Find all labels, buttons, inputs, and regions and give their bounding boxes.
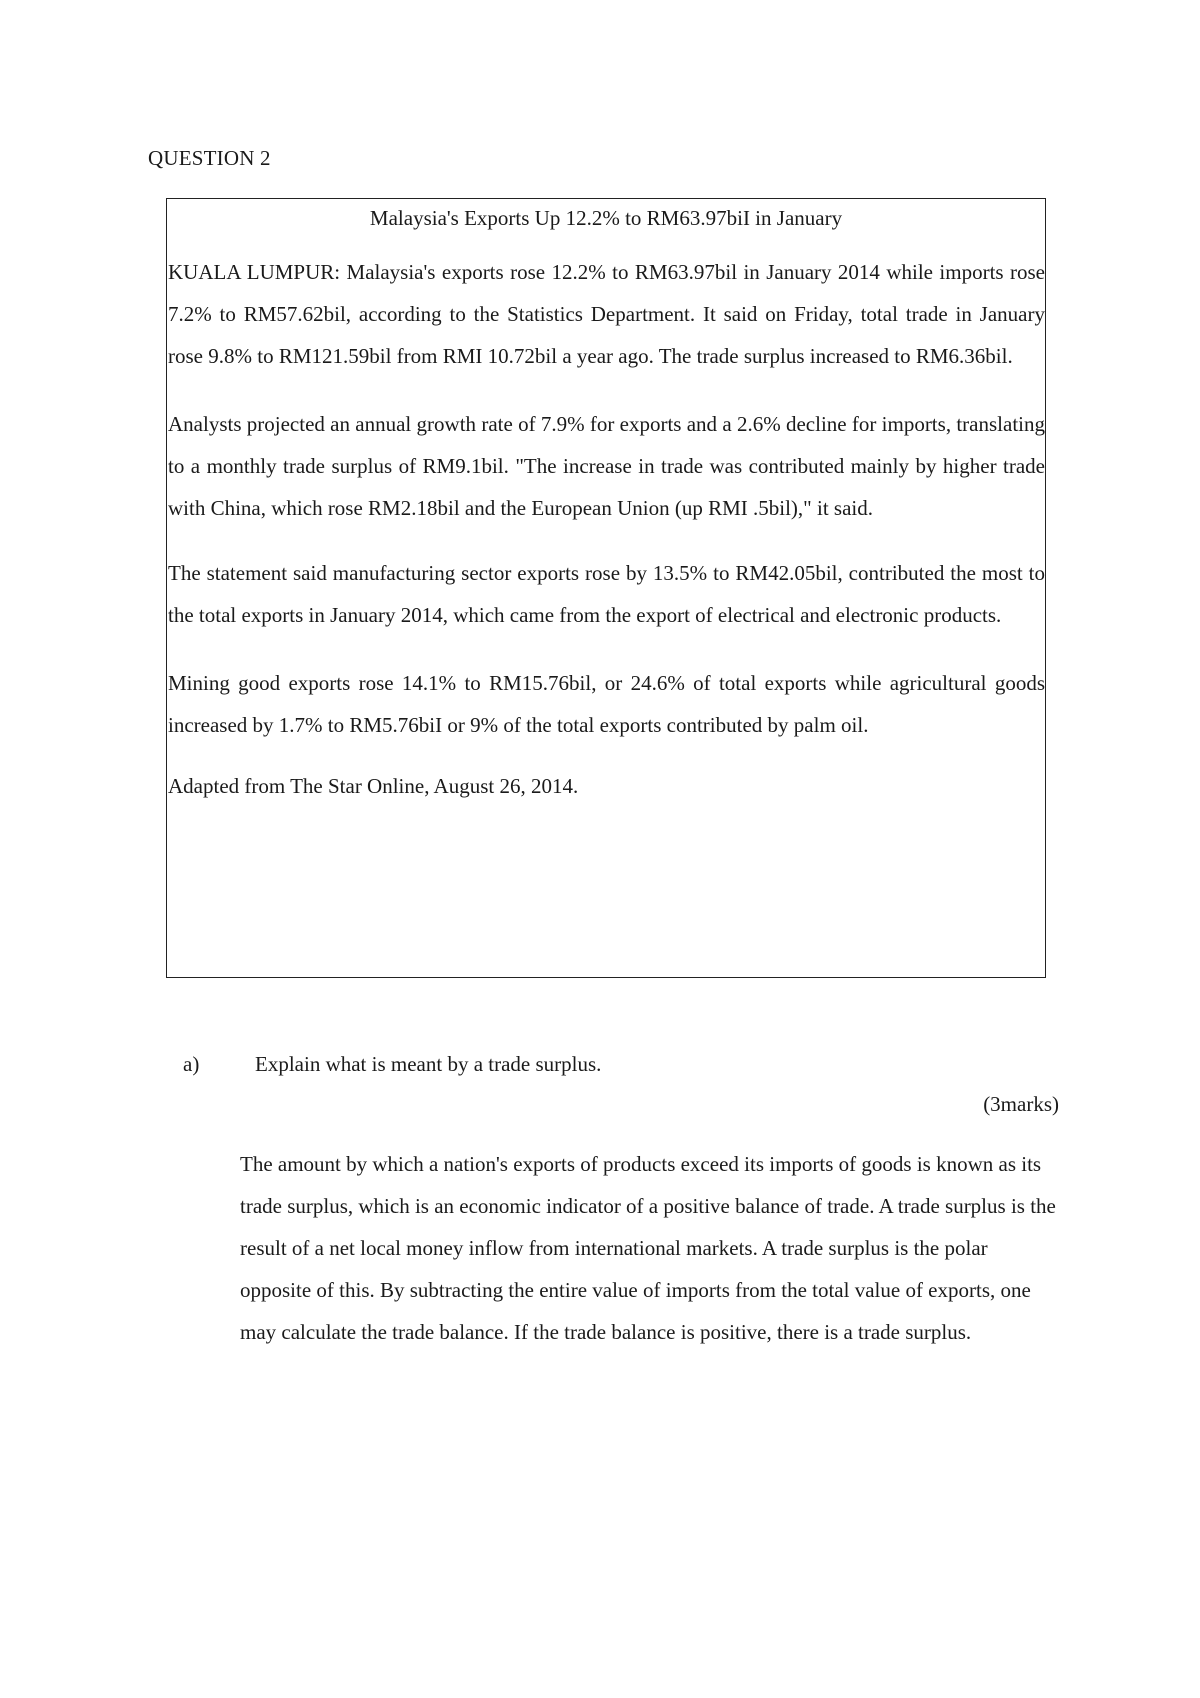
article-title: Malaysia's Exports Up 12.2% to RM63.97biI in January bbox=[369, 206, 843, 230]
article-paragraph: The statement said manufacturing sector exports rose by 13.5% to RM42.05bil, contributed the most to the total exports in January 2014, which came from the export of electrical and electronic products. bbox=[168, 561, 1045, 627]
part-a-answer: The amount by which a nation's exports of products exceed its imports of goods is known as its trade surplus, which is an economic indicator of a positive balance of trade. A trade surplus is the result of a net local money inflow from international markets. A trade surplus is the polar opposite of this. By subtracting the entire value of imports from the total value of exports, one may calculate the trade balance. If the trade balance is positive, there is a trade surplus. bbox=[240, 1152, 1056, 1344]
article-box bbox=[166, 198, 1046, 978]
article-source: Adapted from The Star Online, August 26, 2014. bbox=[168, 774, 579, 798]
part-a-label: a) bbox=[183, 1052, 200, 1076]
question-heading: QUESTION 2 bbox=[148, 146, 271, 170]
article-paragraph: Mining good exports rose 14.1% to RM15.76bil, or 24.6% of total exports while agricultural goods increased by 1.7% to RM5.76biI or 9% of the total exports contributed by palm oil. bbox=[168, 671, 1045, 737]
article-paragraph: KUALA LUMPUR: Malaysia's exports rose 12.2% to RM63.97bil in January 2014 while imports rose 7.2% to RM57.62bil, according to the Statistics Department. It said on Friday, total trade in January rose 9.8% to RM121.59bil from RMI 10.72bil a year ago. The trade surplus increased to RM6.36bil. bbox=[168, 260, 1045, 368]
part-a-marks: (3marks) bbox=[983, 1092, 1059, 1116]
article-paragraph: Analysts projected an annual growth rate of 7.9% for exports and a 2.6% decline for imports, translating to a monthly trade surplus of RM9.1bil. "The increase in trade was contributed mainly by higher trade with China, which rose RM2.18bil and the European Union (up RMI .5bil)," it said. bbox=[168, 412, 1045, 520]
part-a-question: Explain what is meant by a trade surplus. bbox=[255, 1052, 602, 1076]
